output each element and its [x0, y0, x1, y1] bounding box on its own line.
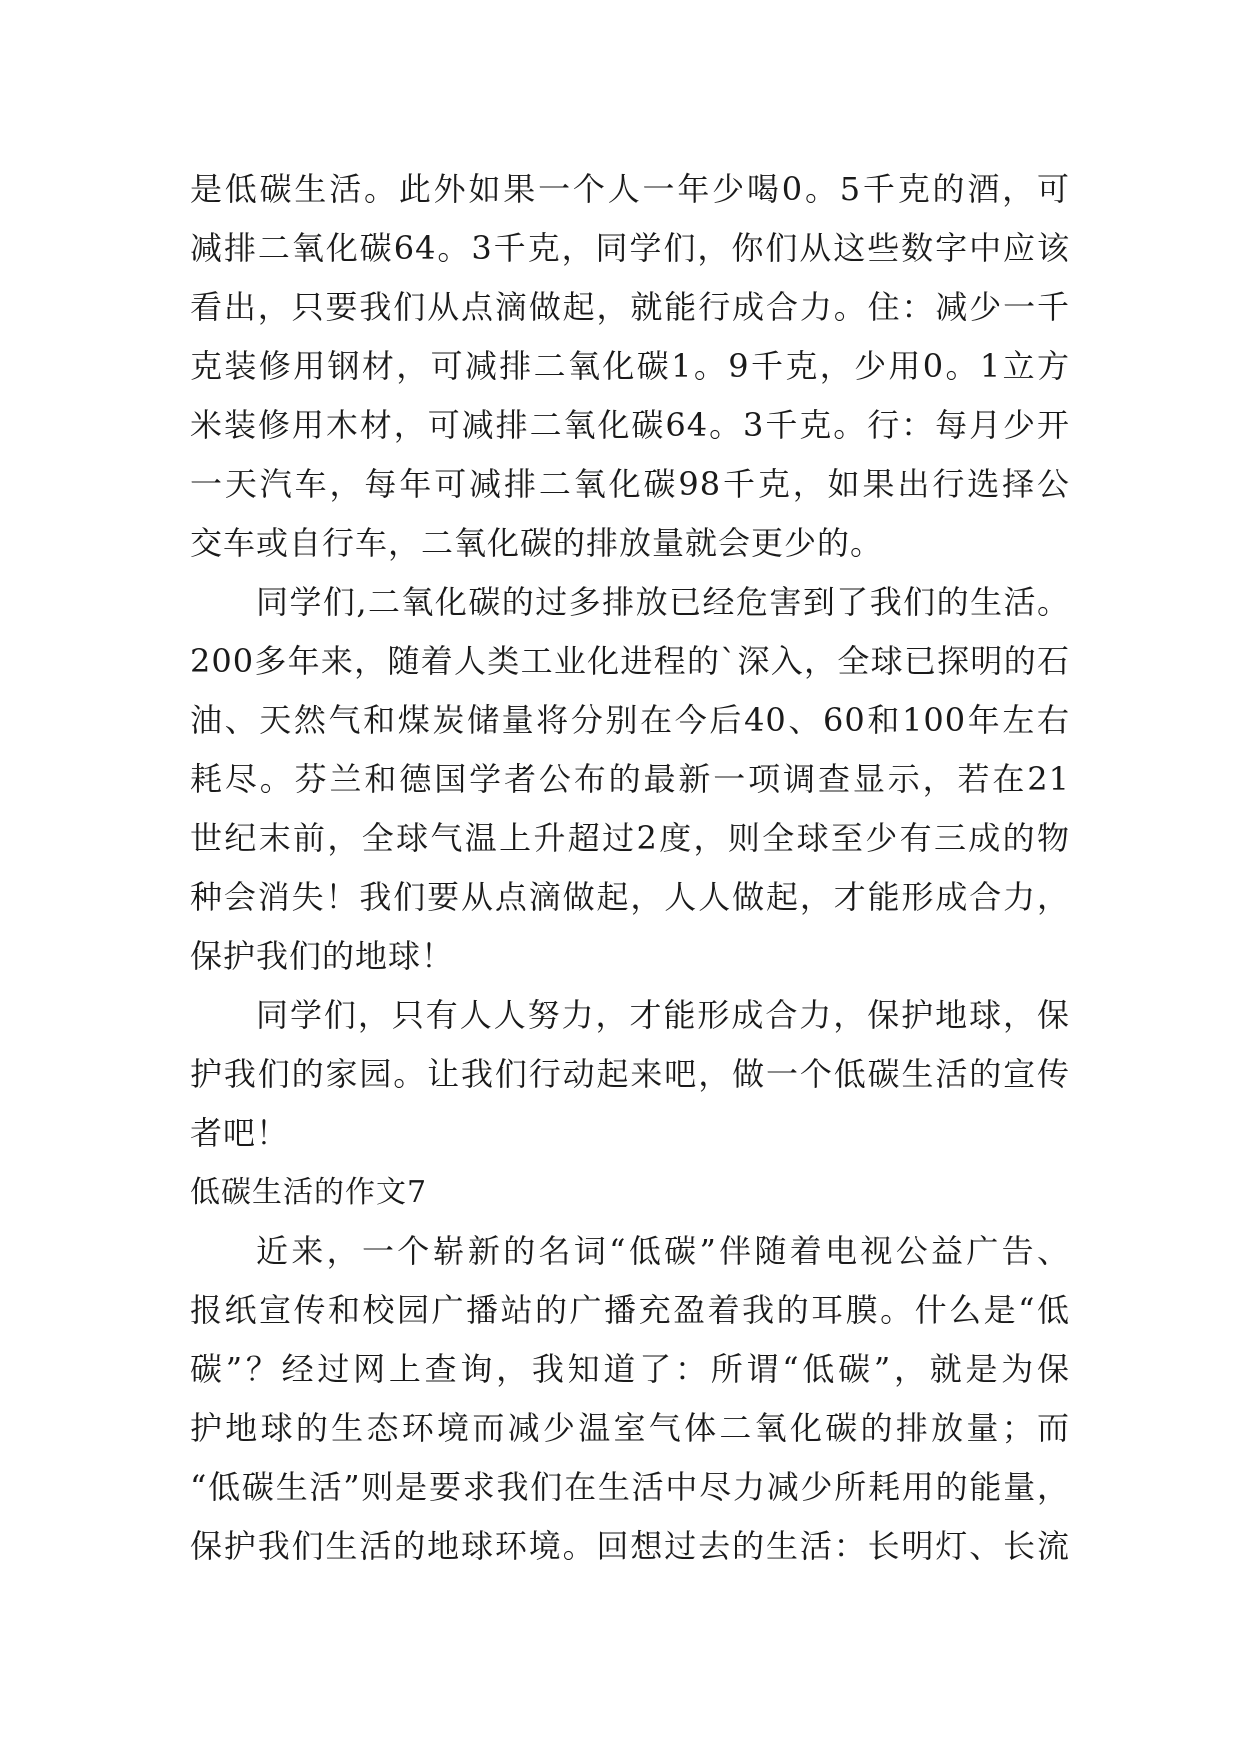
paragraph-first-line: 同学们,二氧化碳的过多排放已经危害到了我们的生活。	[256, 583, 1070, 621]
text-line: 一天汽车，每年可减排二氧化碳98千克，如果出行选择公	[190, 465, 1070, 503]
document-body	[190, 160, 1070, 1576]
text-line: 保护我们生活的地球环境。回想过去的生活：长明灯、长流	[190, 1527, 1070, 1565]
paragraph-first-line: 近来，一个崭新的名词“低碳”伴随着电视公益广告、	[256, 1232, 1070, 1270]
text-line: 者吧！	[190, 1114, 290, 1152]
text-line: 世纪末前，全球气温上升超过2度，则全球至少有三成的物	[190, 819, 1070, 857]
paragraph-first-line: 同学们，只有人人努力，才能形成合力，保护地球，保	[256, 996, 1070, 1034]
text-line: 看出，只要我们从点滴做起，就能行成合力。住：减少一千	[190, 288, 1070, 326]
text-line: 克装修用钢材，可减排二氧化碳1。9千克，少用0。1立方	[190, 347, 1070, 385]
text-line: 油、天然气和煤炭储量将分别在今后40、60和100年左右	[190, 701, 1070, 739]
text-line: 保护我们的地球！	[190, 937, 455, 975]
text-line: 护我们的家园。让我们行动起来吧，做一个低碳生活的宣传	[190, 1055, 1070, 1093]
text-line: 耗尽。芬兰和德国学者公布的最新一项调查显示，若在21	[190, 760, 1070, 798]
text-line: 护地球的生态环境而减少温室气体二氧化碳的排放量；而	[190, 1409, 1070, 1447]
text-line: 种会消失！我们要从点滴做起，人人做起，才能形成合力，	[190, 878, 1070, 916]
text-line: 200多年来，随着人类工业化进程的`深入，全球已探明的石	[190, 642, 1070, 680]
text-line: “低碳生活”则是要求我们在生活中尽力减少所耗用的能量，	[190, 1468, 1070, 1506]
section-heading: 低碳生活的作文7	[190, 1175, 428, 1210]
text-line: 碳”？经过网上查询，我知道了：所谓“低碳”，就是为保	[190, 1350, 1070, 1388]
text-line: 报纸宣传和校园广播站的广播充盈着我的耳膜。什么是“低	[190, 1291, 1070, 1329]
text-line: 是低碳生活。此外如果一个人一年少喝0。5千克的酒，可	[190, 170, 1070, 208]
text-line: 米装修用木材，可减排二氧化碳64。3千克。行：每月少开	[190, 406, 1070, 444]
text-line: 交车或自行车，二氧化碳的排放量就会更少的。	[190, 524, 884, 562]
text-line: 减排二氧化碳64。3千克，同学们，你们从这些数字中应该	[190, 229, 1070, 267]
